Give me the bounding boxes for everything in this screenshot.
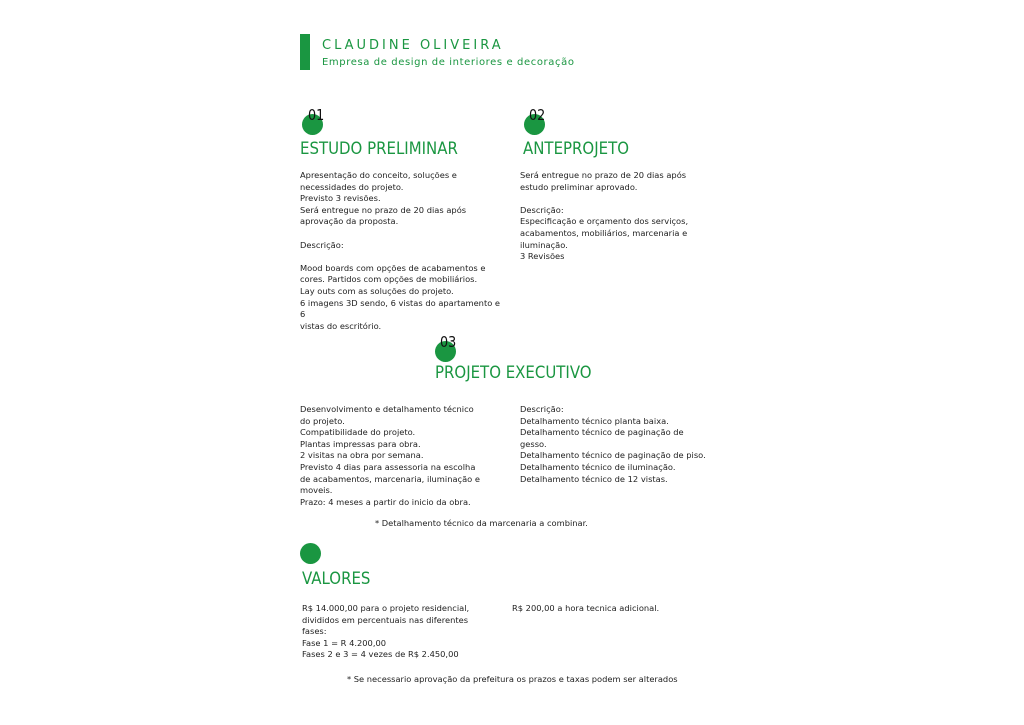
section-marker-dot — [300, 543, 321, 564]
brand-accent-bar — [300, 34, 310, 70]
section-text-left: Desenvolvimento e detalhamento técnico do projeto. Compatibilidade do projeto. Plantas impressas para obra. 2 visitas na obra por semana. Previsto 4 dias para assessoria na escolha de acabamentos, marcenaria, iluminação e moveis. Prazo: 4 meses a partir do inicio da obra. — [300, 404, 481, 507]
section-title: ANTEPROJETO — [523, 139, 629, 159]
section-number: 01 — [308, 106, 325, 124]
section-title: ESTUDO PRELIMINAR — [300, 139, 458, 159]
section-number: 03 — [440, 333, 457, 351]
section-text-left: R$ 14.000,00 para o projeto residencial, divididos em percentuais nas diferentes fases: Fase 1 = R 4.200,00 Fases 2 e 3 = 4 vezes de R$ 2.450,00 — [302, 603, 470, 660]
brand-name: CLAUDINE OLIVEIRA — [322, 38, 504, 53]
section-text: Será entregue no prazo de 20 dias após estudo preliminar aprovado. Descrição: Especificação e orçamento dos serviços, acabamentos, mobiliários, marcenaria e iluminação. 3 Revisões — [520, 170, 689, 262]
footnote: * Detalhamento técnico da marcenaria a combinar. — [375, 518, 588, 528]
brand-tagline: Empresa de design de interiores e decoração — [322, 57, 575, 68]
footnote: * Se necessario aprovação da prefeitura os prazos e taxas podem ser alterados — [347, 674, 678, 684]
section-text: Apresentação do conceito, soluções e necessidades do projeto. Previsto 3 revisões. Será entregue no prazo de 20 dias após aprovação da proposta. Descrição: Mood boards com opções de acabamentos e cores. Partidos com opções de mobiliários. Lay outs com as soluções do projeto. 6 imagens 3D sendo, 6 vistas do apartamento e 6 vistas do escritório. — [300, 170, 501, 331]
section-text-right: R$ 200,00 a hora tecnica adicional. — [512, 603, 660, 613]
section-title: PROJETO EXECUTIVO — [435, 363, 592, 383]
section-text-right: Descrição: Detalhamento técnico planta baixa. Detalhamento técnico de paginação de gesso. Detalhamento técnico de paginação de piso. Detalhamento técnico de iluminação. Detalhamento técnico de 12 vistas. — [520, 404, 706, 484]
section-title: VALORES — [302, 569, 371, 589]
section-number: 02 — [529, 106, 546, 124]
